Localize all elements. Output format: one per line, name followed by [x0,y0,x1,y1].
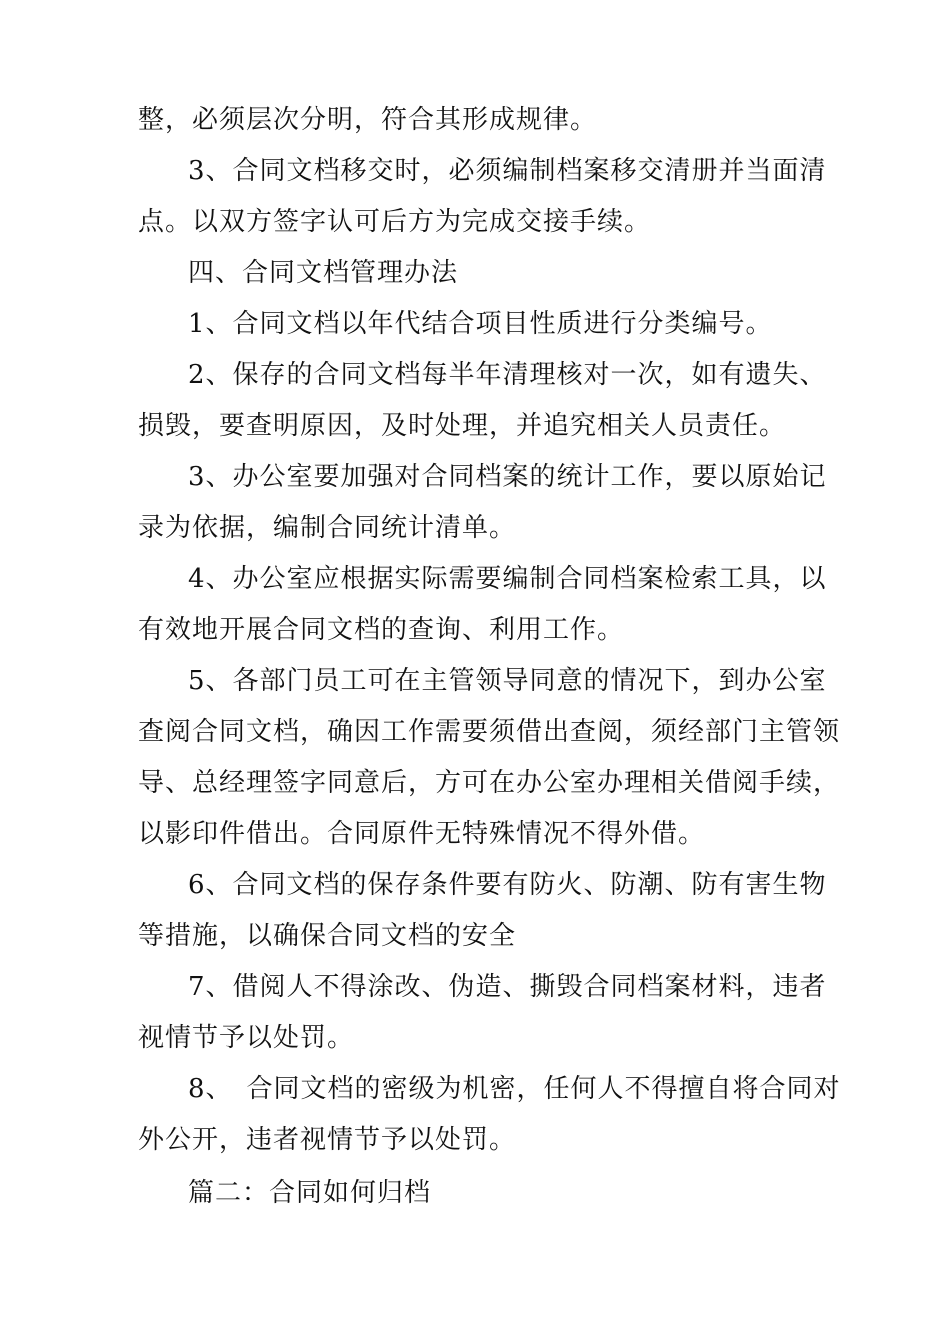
text-line: 点。以双方签字认可后方为完成交接手续。 [138,207,652,237]
section-heading: 篇二：合同如何归档 [188,1178,432,1208]
text-line: 等措施，以确保合同文档的安全 [138,921,517,951]
text-line: 录为依据，编制合同统计清单。 [138,513,517,543]
text-line: 6、合同文档的保存条件要有防火、防潮、防有害生物 [188,870,827,900]
section-heading: 四、合同文档管理办法 [188,258,459,288]
text-line: 2、保存的合同文档每半年清理核对一次，如有遗失、 [188,360,827,390]
text-line: 损毁，要查明原因，及时处理，并追究相关人员责任。 [138,411,787,441]
text-line: 1、合同文档以年代结合项目性质进行分类编号。 [188,309,773,339]
text-line: 5、各部门员工可在主管领导同意的情况下，到办公室 [188,666,827,696]
text-line: 有效地开展合同文档的查询、利用工作。 [138,615,625,645]
text-line: 4、办公室应根据实际需要编制合同档案检索工具，以 [188,564,827,594]
text-line: 3、办公室要加强对合同档案的统计工作，要以原始记 [188,462,827,492]
text-line: 以影印件借出。合同原件无特殊情况不得外借。 [138,819,706,849]
text-line: 查阅合同文档，确因工作需要须借出查阅，须经部门主管领 [138,717,841,747]
text-line: 外公开，违者视情节予以处罚。 [138,1125,517,1155]
text-line: 导、总经理签字同意后，方可在办公室办理相关借阅手续， [138,768,841,798]
text-line: 3、合同文档移交时，必须编制档案移交清册并当面清 [188,156,827,186]
text-line: 7、借阅人不得涂改、伪造、撕毁合同档案材料，违者 [188,972,827,1002]
text-line: 视情节予以处罚。 [138,1023,355,1053]
text-line: 整，必须层次分明，符合其形成规律。 [138,105,598,135]
text-line: 8、 合同文档的密级为机密，任何人不得擅自将合同对 [188,1074,841,1104]
